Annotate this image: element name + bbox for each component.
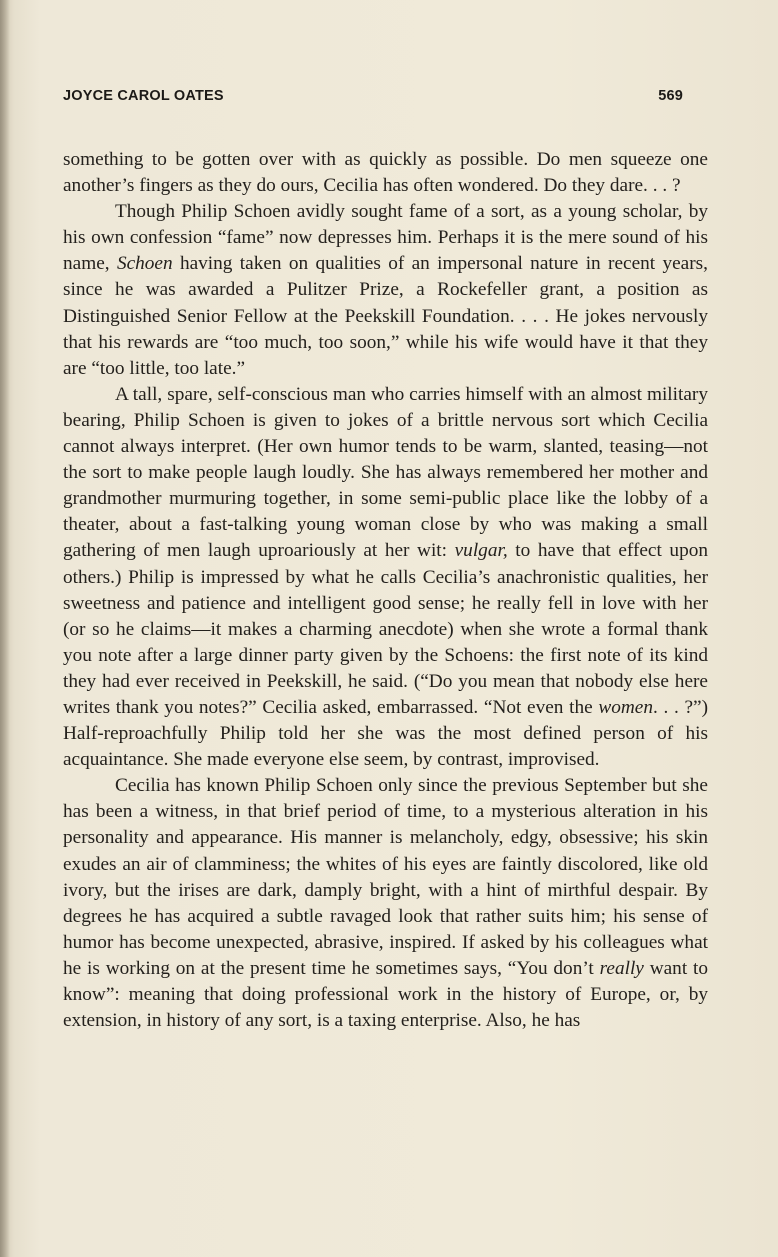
paragraph — [63, 382, 708, 773]
text-run: Though Philip Schoen avidly sought fame of a sort, as a young scholar, by his own confession “fame” now depresses him. Perhaps it is the mere sound of his name, — [63, 201, 708, 275]
text-run: something to be gotten over with as quickly as possible. Do men squeeze one another’s fingers as they do ours, Cecilia has often wondered. Do they dare. . . ? — [63, 149, 708, 197]
text-run: . . . ?”) Half-reproachfully Philip told her she was the most defined person of his acquaintance. She made everyone else seem, by contrast, improvised. — [63, 696, 708, 771]
italic-text-run: vulgar, — [454, 540, 508, 562]
italic-text-run: Schoen — [116, 253, 173, 275]
paragraph — [63, 199, 708, 382]
running-head: JOYCE CAROL OATES — [63, 88, 224, 104]
text-run: want to know”: meaning that doing professional work in the history of Europe, or, by extension, in history of any sort, is a taxing enterprise. Also, he has — [63, 957, 708, 1032]
paragraph — [63, 147, 708, 199]
italic-text-run: really — [599, 957, 644, 979]
text-run: A tall, spare, self-conscious man who carries himself with an almost military bearing, Philip Schoen is given to jokes of a brittle nervous sort which Cecilia cannot always interpret. (Her own humor tends to be warm, slanted, teasing—not the sort to make people laugh loudly. She has always remembered her mother and grandmother murmuring together, in some semi-public place like the lobby of a theater, about a fast-talking young woman close by who was making a small gathering of men laugh uproariously at her wit: — [63, 383, 708, 562]
page-number: 569 — [658, 88, 683, 104]
paragraph — [63, 773, 708, 1034]
binding-gutter-shadow — [0, 0, 10, 1257]
text-run: Cecilia has known Philip Schoen only since the previous September but she has been a witness, in that brief period of time, to a mysterious alteration in his personality and appearance. His manner is melancholy, edgy, obsessive; his skin exudes an air of clamminess; the whites of his eyes are faintly discolored, like old ivory, but the irises are dark, damply bright, with a hint of mirthful despair. By degrees he has acquired a subtle ravaged look that rather suits him; his sense of humor has become unexpected, abrasive, inspired. If asked by his colleagues what he is working on at the present time he sometimes says, “You don’t — [63, 775, 708, 979]
body-text — [63, 147, 708, 1034]
text-run: having taken on qualities of an impersonal nature in recent years, since he was awarded a Pulitzer Prize, a Rockefeller grant, a position as Distinguished Senior Fellow at the Peekskill Foundation. . . . He jokes nervously that his rewards are “too much, too soon,” while his wife would have it that they are “too little, too late.” — [63, 253, 708, 379]
italic-text-run: women — [598, 696, 653, 718]
text-run: to have that effect upon others.) Philip is impressed by what he calls Cecilia’s anachronistic qualities, her sweetness and patience and intelligent good sense; he really fell in love with her (or so he claims—it makes a charming anecdote) when she wrote a formal thank you note after a large dinner party given by the Schoens: the first note of its kind they had ever received in Peekskill, he said. (“Do you mean that nobody else here writes thank you notes?” Cecilia asked, embarrassed. “Not even the — [63, 540, 708, 718]
